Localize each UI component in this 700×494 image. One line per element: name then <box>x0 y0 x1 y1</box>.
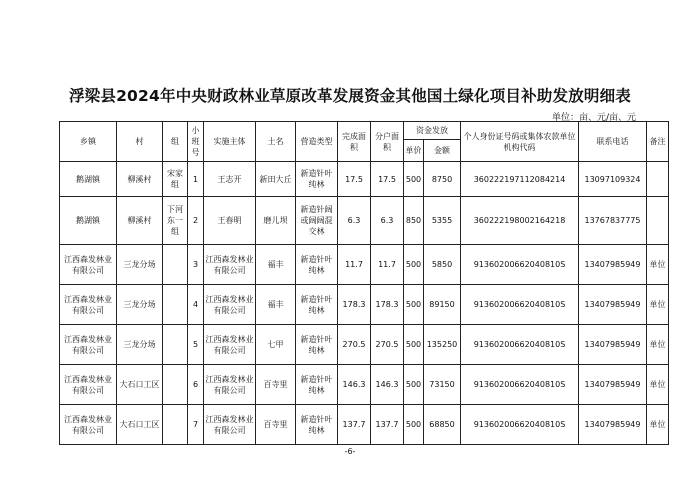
cell-sub-class: 6 <box>188 365 204 405</box>
table-row <box>60 245 669 285</box>
cell-id-code: 91360200662040810S <box>461 405 579 445</box>
cell-remark: 单位 <box>647 325 669 365</box>
header-entity: 实施主体 <box>204 122 256 162</box>
cell-sub-class: 4 <box>188 285 204 325</box>
cell-place: 福丰 <box>256 285 296 325</box>
cell-unit-price: 500 <box>404 325 424 365</box>
cell-amount: 73150 <box>424 365 461 405</box>
cell-entity: 王春明 <box>204 197 256 245</box>
cell-town: 江西森发林业有限公司 <box>60 365 117 405</box>
cell-sub-class: 1 <box>188 162 204 197</box>
cell-place: 百寺里 <box>256 365 296 405</box>
cell-village: 柳溪村 <box>117 197 163 245</box>
cell-entity: 江西森发林业有限公司 <box>204 325 256 365</box>
cell-phone: 13407985949 <box>579 285 647 325</box>
cell-amount: 89150 <box>424 285 461 325</box>
cell-group: 宋家组 <box>163 162 188 197</box>
header-phone: 联系电话 <box>579 122 647 162</box>
cell-entity: 王志开 <box>204 162 256 197</box>
header-household-area: 分户面积 <box>371 122 404 162</box>
cell-area: 178.3 <box>338 285 371 325</box>
cell-sub-class: 7 <box>188 405 204 445</box>
page-number: -6- <box>344 447 356 456</box>
cell-amount: 135250 <box>424 325 461 365</box>
cell-village: 柳溪村 <box>117 162 163 197</box>
cell-group <box>163 405 188 445</box>
table-row <box>60 285 669 325</box>
cell-remark <box>647 162 669 197</box>
cell-entity: 江西森发林业有限公司 <box>204 245 256 285</box>
cell-id-code: 91360200662040810S <box>461 245 579 285</box>
cell-type: 新造针叶纯林 <box>296 285 338 325</box>
header-area: 完成面积 <box>338 122 371 162</box>
cell-town: 鹅湖镇 <box>60 197 117 245</box>
cell-type: 新造针叶纯林 <box>296 325 338 365</box>
header-town: 乡镇 <box>60 122 117 162</box>
cell-phone: 13097109324 <box>579 162 647 197</box>
header-fund: 资金发放 <box>404 122 461 140</box>
cell-type: 新造针叶纯林 <box>296 405 338 445</box>
cell-remark: 单位 <box>647 245 669 285</box>
header-village: 村 <box>117 122 163 162</box>
cell-household-area: 17.5 <box>371 162 404 197</box>
cell-amount: 5355 <box>424 197 461 245</box>
cell-remark: 单位 <box>647 405 669 445</box>
cell-entity: 江西森发林业有限公司 <box>204 405 256 445</box>
cell-remark: 单位 <box>647 365 669 405</box>
cell-unit-price: 500 <box>404 405 424 445</box>
table-row <box>60 405 669 445</box>
cell-id-code: 91360200662040810S <box>461 285 579 325</box>
cell-place: 百寺里 <box>256 405 296 445</box>
cell-town: 鹅湖镇 <box>60 162 117 197</box>
cell-phone: 13407985949 <box>579 365 647 405</box>
cell-household-area: 6.3 <box>371 197 404 245</box>
header-unit-price: 单价 <box>404 140 424 162</box>
cell-area: 17.5 <box>338 162 371 197</box>
cell-group <box>163 365 188 405</box>
cell-remark <box>647 197 669 245</box>
cell-place: 磨儿坝 <box>256 197 296 245</box>
cell-remark: 单位 <box>647 285 669 325</box>
cell-phone: 13407985949 <box>579 325 647 365</box>
cell-entity: 江西森发林业有限公司 <box>204 365 256 405</box>
cell-id-code: 91360200662040810S <box>461 365 579 405</box>
table-row <box>60 197 669 245</box>
cell-household-area: 178.3 <box>371 285 404 325</box>
cell-area: 146.3 <box>338 365 371 405</box>
cell-village: 大石口工区 <box>117 405 163 445</box>
cell-id-code: 91360200662040810S <box>461 325 579 365</box>
header-id-code: 个人身份证号码或集体农款单位机构代码 <box>461 122 579 162</box>
unit-note: 单位：亩、元/亩、元 <box>551 113 636 123</box>
cell-entity: 江西森发林业有限公司 <box>204 285 256 325</box>
cell-village: 大石口工区 <box>117 365 163 405</box>
cell-household-area: 270.5 <box>371 325 404 365</box>
cell-group: 下河东一组 <box>163 197 188 245</box>
cell-area: 11.7 <box>338 245 371 285</box>
cell-type: 新造针叶纯林 <box>296 365 338 405</box>
cell-household-area: 137.7 <box>371 405 404 445</box>
cell-household-area: 11.7 <box>371 245 404 285</box>
subsidy-table <box>59 121 669 445</box>
cell-place: 福丰 <box>256 245 296 285</box>
cell-group <box>163 245 188 285</box>
cell-amount: 8750 <box>424 162 461 197</box>
cell-village: 三龙分场 <box>117 285 163 325</box>
cell-unit-price: 500 <box>404 245 424 285</box>
table-row <box>60 325 669 365</box>
cell-unit-price: 500 <box>404 285 424 325</box>
cell-phone: 13407985949 <box>579 405 647 445</box>
header-sub-class: 小班号 <box>188 122 204 162</box>
cell-id-code: 360222197112084214 <box>461 162 579 197</box>
header-place: 土名 <box>256 122 296 162</box>
header-type: 营造类型 <box>296 122 338 162</box>
header-remark: 备注 <box>647 122 669 162</box>
cell-group <box>163 325 188 365</box>
cell-type: 新造针叶纯林 <box>296 245 338 285</box>
header-group: 组 <box>163 122 188 162</box>
cell-town: 江西森发林业有限公司 <box>60 285 117 325</box>
cell-sub-class: 5 <box>188 325 204 365</box>
cell-sub-class: 2 <box>188 197 204 245</box>
header-amount: 金额 <box>424 140 461 162</box>
cell-unit-price: 850 <box>404 197 424 245</box>
cell-unit-price: 500 <box>404 162 424 197</box>
cell-area: 6.3 <box>338 197 371 245</box>
cell-town: 江西森发林业有限公司 <box>60 325 117 365</box>
cell-village: 三龙分场 <box>117 245 163 285</box>
cell-place: 新田大丘 <box>256 162 296 197</box>
cell-unit-price: 500 <box>404 365 424 405</box>
cell-sub-class: 3 <box>188 245 204 285</box>
cell-amount: 68850 <box>424 405 461 445</box>
table-row <box>60 162 669 197</box>
cell-amount: 5850 <box>424 245 461 285</box>
cell-town: 江西森发林业有限公司 <box>60 405 117 445</box>
cell-village: 三龙分场 <box>117 325 163 365</box>
cell-area: 270.5 <box>338 325 371 365</box>
table-row <box>60 365 669 405</box>
cell-phone: 13407985949 <box>579 245 647 285</box>
cell-type: 新造针阔或阔阔混交林 <box>296 197 338 245</box>
cell-group <box>163 285 188 325</box>
document-title: 浮梁县2024年中央财政林业草原改革发展资金其他国土绿化项目补助发放明细表 <box>68 87 632 105</box>
cell-type: 新造针叶纯林 <box>296 162 338 197</box>
cell-town: 江西森发林业有限公司 <box>60 245 117 285</box>
cell-household-area: 146.3 <box>371 365 404 405</box>
cell-area: 137.7 <box>338 405 371 445</box>
cell-phone: 13767837775 <box>579 197 647 245</box>
cell-id-code: 360222198002164218 <box>461 197 579 245</box>
cell-place: 七甲 <box>256 325 296 365</box>
